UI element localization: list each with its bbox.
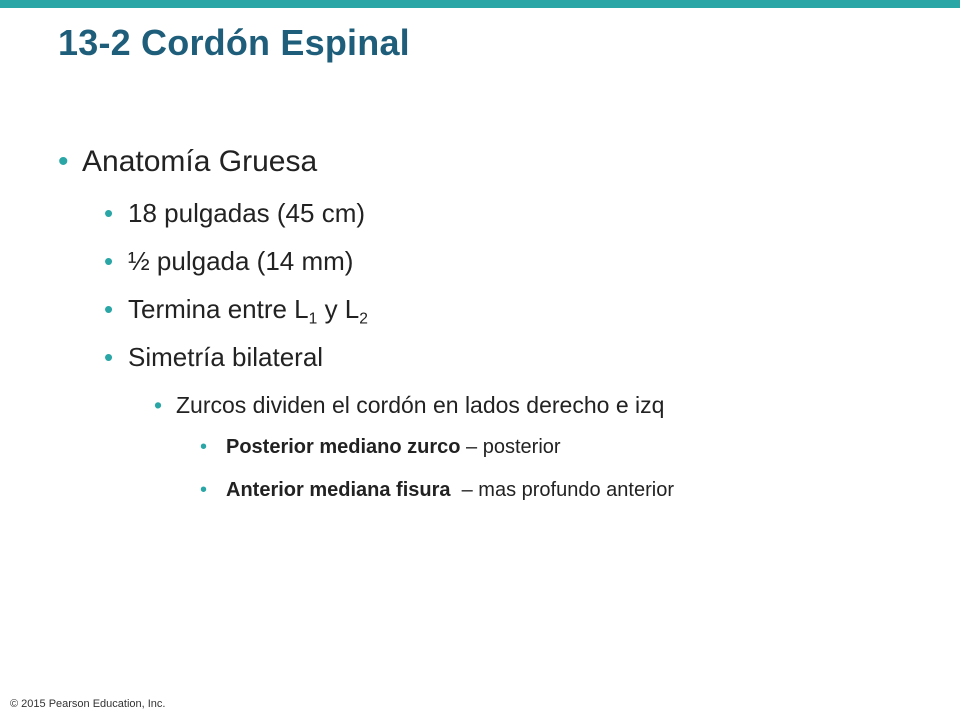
bullet-text: Zurcos dividen el cordón en lados derecho e izq xyxy=(176,392,665,418)
bullet-text-mid: y L xyxy=(317,294,360,324)
bullet-width xyxy=(104,246,353,277)
bullet-text-pre: Termina entre L xyxy=(128,294,309,324)
bullet-posterior xyxy=(200,436,561,459)
subscript-2: 2 xyxy=(359,310,368,328)
bullet-text: ½ pulgada (14 mm) xyxy=(128,246,354,276)
slide-title: 13-2 Cordón Espinal xyxy=(58,22,410,63)
bullet-icon: • xyxy=(104,198,114,228)
bullet-icon: • xyxy=(104,294,114,324)
bullet-icon: • xyxy=(104,342,114,372)
bullet-anterior xyxy=(200,479,674,502)
bullet-level1 xyxy=(58,145,317,179)
bullet-icon: • xyxy=(104,246,114,276)
top-accent-bar xyxy=(0,0,960,8)
bullet-text-rest: – posterior xyxy=(460,436,561,458)
subscript-1: 1 xyxy=(308,310,318,328)
bullet-text-bold: Posterior mediano zurco xyxy=(226,436,461,458)
bullet-text: Anatomía Gruesa xyxy=(82,145,318,178)
bullet-text-rest: – mas profundo anterior xyxy=(450,479,674,501)
bullet-text: Simetría bilateral xyxy=(128,342,324,372)
copyright-footer: © 2015 Pearson Education, Inc. xyxy=(10,698,166,710)
bullet-icon: • xyxy=(154,392,163,418)
bullet-icon: • xyxy=(200,479,208,501)
bullet-icon: • xyxy=(200,436,208,458)
bullet-level3 xyxy=(154,392,664,419)
bullet-text: 18 pulgadas (45 cm) xyxy=(128,198,366,228)
bullet-length xyxy=(104,198,365,229)
bullet-symmetry xyxy=(104,342,323,373)
bullet-termination xyxy=(104,294,368,328)
bullet-icon: • xyxy=(58,145,69,178)
bullet-text-bold: Anterior mediana fisura xyxy=(226,479,451,501)
